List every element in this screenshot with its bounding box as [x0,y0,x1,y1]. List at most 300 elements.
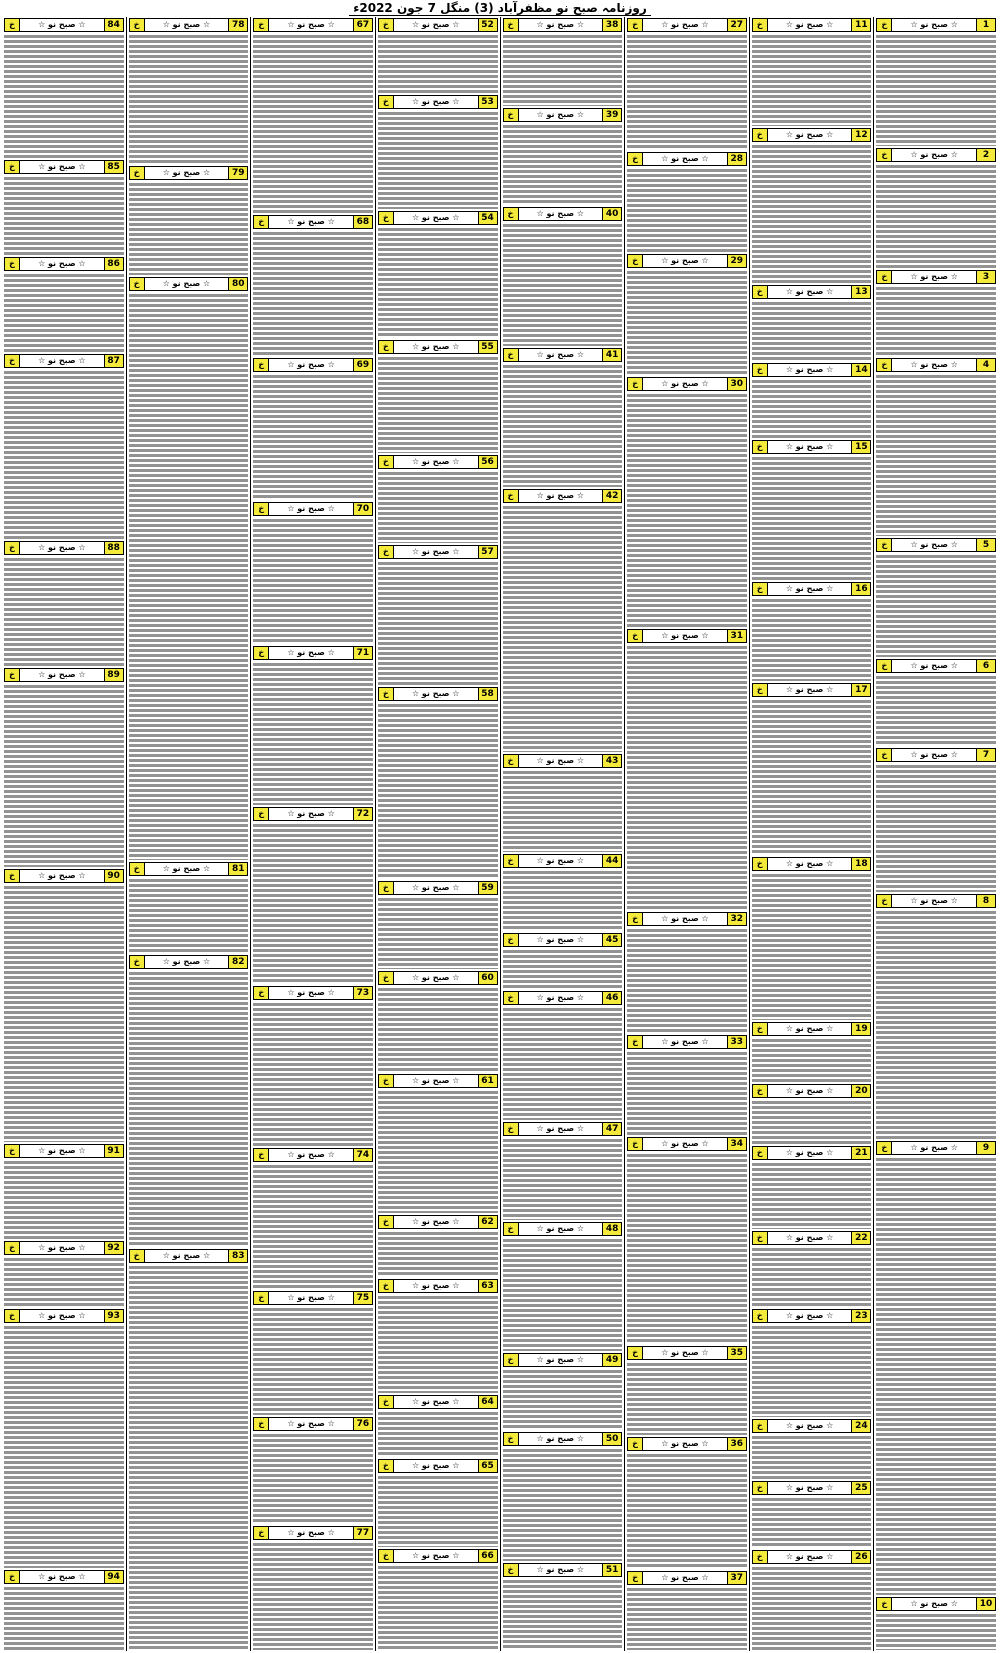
notice-text [378,897,498,969]
notice-label: ☆ صبح نو ☆ [785,442,834,452]
notice-header [876,358,996,372]
notice-header [752,1231,872,1245]
notice-header [378,1215,498,1229]
notice-mark: خ [753,1482,768,1494]
notice-number: 36 [727,1438,746,1450]
notice-entry [4,1144,124,1239]
notice-label: ☆ صبح نو ☆ [536,109,585,119]
notice-label: ☆ صبح نو ☆ [411,689,460,699]
notice-entry [378,1459,498,1547]
notice-mark: خ [504,490,519,502]
notice-mark: خ [504,1354,519,1366]
notice-number: 3 [976,271,995,283]
notice-header [876,148,996,162]
notice-header [378,95,498,109]
notice-mark: خ [379,96,394,108]
notice-label: ☆ صبح نو ☆ [536,1433,585,1443]
notice-header [503,207,623,221]
notice-header [627,912,747,926]
notice-entry [752,128,872,283]
notice-text [876,374,996,536]
notice-header [129,277,249,291]
notice-entry [752,440,872,579]
notice-text [503,870,623,931]
notice-header [253,807,373,821]
notice-text [129,971,249,1247]
notice-entry [253,986,373,1145]
notice-number: 19 [851,1023,870,1035]
notice-number: 18 [851,858,870,870]
notice-mark: خ [254,19,269,31]
notice-mark: خ [130,956,145,968]
notice-entry [378,1549,498,1650]
notice-label: ☆ صبح نو ☆ [38,1243,86,1253]
notice-label: ☆ صبح نو ☆ [910,896,958,906]
notice-number: 59 [478,882,497,894]
notice-mark: خ [628,255,643,267]
notice-mark: خ [379,1280,394,1292]
notice-mark: خ [628,153,643,165]
notice-entry [503,18,623,106]
notice-label: ☆ صبح نو ☆ [661,20,709,29]
notice-mark: خ [379,456,394,468]
notice-number: 35 [727,1347,746,1359]
notice-entry [4,1241,124,1307]
notice-mark: خ [130,863,145,875]
column [873,17,998,1651]
notice-label: ☆ صبح نو ☆ [785,685,834,695]
notice-number: 91 [104,1145,123,1157]
notice-entry [752,1022,872,1082]
notice-label: ☆ صبح نو ☆ [411,212,460,222]
notice-header [503,18,623,32]
notice-entry [378,95,498,209]
notice-header [378,545,498,559]
notice-number: 78 [228,19,247,31]
notice-header [129,862,249,876]
notice-header [253,1148,373,1162]
notice-entry [378,971,498,1072]
notice-label: ☆ صبح نو ☆ [536,855,585,865]
notice-mark: خ [379,688,394,700]
notice-header [378,18,498,32]
notice-label: ☆ صبح نو ☆ [910,539,958,549]
notice-mark: خ [628,1138,643,1150]
notice-entry [4,1570,124,1650]
notice-entry [253,1148,373,1290]
notice-text [4,273,124,352]
notice-entry [503,489,623,752]
notice-header [503,489,623,503]
notice-number: 44 [602,855,621,867]
notice-mark: خ [5,1310,20,1322]
notice-header [752,1481,872,1495]
notice-mark: خ [379,341,394,353]
notice-entry [752,363,872,439]
notice-text [752,699,872,854]
notice-mark: خ [504,855,519,867]
notice-text [627,168,747,252]
column [375,17,500,1651]
notice-label: ☆ صبح نو ☆ [536,20,585,29]
notice-mark: خ [379,882,394,894]
notice-entry [876,18,996,146]
notice-mark: خ [628,1347,643,1359]
notice-text [503,1448,623,1561]
notice-header [876,1597,996,1611]
notice-text [752,1497,872,1549]
notice-entry [627,1571,747,1650]
notice-entry [876,148,996,268]
notice-mark: خ [753,1085,768,1097]
notice-number: 83 [228,1250,247,1262]
notice-entry [627,629,747,910]
notice-entry [627,1346,747,1435]
notice-label: ☆ صبح نو ☆ [785,1233,834,1243]
notice-mark: خ [5,19,20,31]
notice-label: ☆ صبح نو ☆ [287,360,335,370]
notice-text [752,1435,872,1479]
notice-text [378,227,498,338]
notice-mark: خ [628,1036,643,1048]
notice-mark: خ [254,808,269,820]
notice-text [752,1162,872,1230]
notice-mark: خ [379,19,394,31]
notice-number: 63 [478,1280,497,1292]
notice-label: ☆ صبح نو ☆ [536,1354,585,1364]
notice-entry [503,108,623,206]
notice-entry [876,659,996,745]
notice-label: ☆ صبح نو ☆ [287,216,335,226]
notice-header [253,1526,373,1540]
notice-text [627,34,747,150]
notice-text [378,1411,498,1457]
notice-label: ☆ صبح نو ☆ [287,1293,335,1303]
notice-entry [378,18,498,93]
notice-mark: خ [5,870,20,882]
notice-number: 23 [851,1310,870,1322]
notice-text [752,456,872,579]
notice-label: ☆ صبح نو ☆ [785,286,834,296]
notice-text [627,1362,747,1435]
notice-mark: خ [504,1123,519,1135]
notice-label: ☆ صبح نو ☆ [411,972,460,982]
notice-label: ☆ صبح نو ☆ [785,1482,834,1492]
notice-header [4,1241,124,1255]
notice-label: ☆ صبح نو ☆ [411,20,460,29]
notice-text [627,928,747,1033]
notice-number: 14 [851,364,870,376]
notice-label: ☆ صبح نو ☆ [38,20,86,29]
notice-header [627,152,747,166]
notice-label: ☆ صبح نو ☆ [536,993,585,1003]
notice-label: ☆ صبح نو ☆ [38,1311,86,1321]
notice-header [378,1459,498,1473]
notice-mark: خ [753,129,768,141]
notice-text [129,293,249,861]
notice-header [4,160,124,174]
notice-label: ☆ صبح نو ☆ [38,542,86,552]
notice-text [4,684,124,867]
notice-text [627,1051,747,1135]
notice-mark: خ [254,987,269,999]
notice-entry [503,1353,623,1430]
notice-mark: خ [130,1250,145,1262]
notice-mark: خ [877,660,892,672]
notice-label: ☆ صبح نو ☆ [661,630,709,640]
notice-text [378,1090,498,1214]
notice-number: 71 [353,647,372,659]
notice-label: ☆ صبح نو ☆ [785,583,834,593]
notice-entry [4,1309,124,1567]
notice-number: 61 [478,1075,497,1087]
notice-mark: خ [5,669,20,681]
notice-number: 92 [104,1242,123,1254]
notice-entry [752,18,872,126]
notice-number: 38 [602,19,621,31]
notice-entry [752,1309,872,1417]
notice-entry [253,215,373,357]
notice-mark: خ [379,1396,394,1408]
notice-number: 11 [851,19,870,31]
notice-label: ☆ صبح نو ☆ [785,1311,834,1321]
notice-text [627,393,747,626]
notice-label: ☆ صبح نو ☆ [162,1250,211,1260]
notice-entry [378,340,498,454]
notice-mark: خ [753,684,768,696]
notice-header [627,1437,747,1451]
notice-mark: خ [504,992,519,1004]
notice-number: 10 [976,1598,995,1610]
notice-label: ☆ صبح نو ☆ [910,20,958,29]
notice-entry [752,1231,872,1307]
notice-text [378,34,498,93]
notice-text [378,1295,498,1393]
notice-header [627,1346,747,1360]
notice-label: ☆ صبح نو ☆ [287,647,335,657]
notice-header [876,1141,996,1155]
notice-mark: خ [628,1438,643,1450]
notice-entry [503,348,623,487]
notice-mark: خ [504,109,519,121]
notice-text [752,144,872,283]
notice-entry [876,270,996,356]
notice-number: 72 [353,808,372,820]
notice-number: 13 [851,286,870,298]
notice-number: 31 [727,630,746,642]
notice-mark: خ [753,1232,768,1244]
notice-number: 64 [478,1396,497,1408]
notice-number: 7 [976,749,995,761]
notice-number: 70 [353,503,372,515]
notice-mark: خ [254,503,269,515]
notice-label: ☆ صبح نو ☆ [287,1527,335,1537]
notice-text [752,1247,872,1307]
notice-number: 74 [353,1149,372,1161]
notice-text [503,1007,623,1120]
notice-mark: خ [877,749,892,761]
notice-mark: خ [504,1564,519,1576]
notice-label: ☆ صبح نو ☆ [411,547,460,557]
notice-text [876,164,996,268]
notice-number: 76 [353,1418,372,1430]
notice-entry [876,894,996,1139]
notice-entry [752,1481,872,1549]
notice-mark: خ [628,19,643,31]
notice-header [253,502,373,516]
notice-entry [4,354,124,538]
notice-number: 55 [478,341,497,353]
notice-text [627,270,747,375]
notice-text [253,518,373,644]
notice-header [4,257,124,271]
notice-label: ☆ صبح نو ☆ [38,1146,86,1156]
notice-text [876,675,996,745]
notice-header [876,894,996,908]
notice-entry [378,1395,498,1457]
notice-header [752,363,872,377]
notice-text [752,1038,872,1082]
notice-number: 2 [976,149,995,161]
notice-text [4,370,124,538]
notice-entry [752,1146,872,1230]
notice-entry [503,1122,623,1220]
notice-header [876,538,996,552]
column [2,17,126,1651]
notice-mark: خ [628,630,643,642]
notice-text [503,223,623,346]
notice-label: ☆ صبح نو ☆ [411,96,460,106]
notice-entry [752,1419,872,1479]
notice-label: ☆ صبح نو ☆ [162,20,211,29]
notice-label: ☆ صبح نو ☆ [910,149,958,159]
notice-label: ☆ صبح نو ☆ [785,1552,834,1562]
notice-mark: خ [254,647,269,659]
notice-number: 88 [104,542,123,554]
notice-header [752,440,872,454]
notice-mark: خ [130,278,145,290]
notice-header [503,1222,623,1236]
notice-entry [876,358,996,536]
notice-entry [4,160,124,255]
notice-header [752,683,872,697]
notice-label: ☆ صبح نو ☆ [411,882,460,892]
notice-number: 39 [602,109,621,121]
notice-label: ☆ صبح نو ☆ [536,350,585,360]
notice-entry [503,1222,623,1351]
notice-text [378,561,498,685]
notice-entry [876,538,996,658]
notice-mark: خ [5,355,20,367]
notice-number: 12 [851,129,870,141]
notice-header [503,1122,623,1136]
notice-mark: خ [628,1572,643,1584]
notice-text [253,662,373,805]
notice-number: 86 [104,258,123,270]
notice-label: ☆ صبح نو ☆ [910,749,958,759]
notice-header [752,285,872,299]
notice-mark: خ [5,1242,20,1254]
notice-text [253,823,373,984]
column [749,17,874,1651]
notice-text [503,505,623,752]
notice-entry [752,857,872,1020]
notice-header [378,211,498,225]
notice-number: 30 [727,378,746,390]
notice-mark: خ [379,546,394,558]
notice-entry [752,1550,872,1650]
notice-label: ☆ صبح نو ☆ [661,1439,709,1449]
notice-label: ☆ صبح نو ☆ [411,457,460,467]
notice-label: ☆ صبح نو ☆ [287,988,335,998]
notice-text [129,878,249,953]
notice-entry [4,668,124,867]
notice-number: 40 [602,208,621,220]
notice-mark: خ [628,378,643,390]
column [250,17,375,1651]
notice-label: ☆ صبح نو ☆ [661,1347,709,1357]
notice-number: 52 [478,19,497,31]
notice-mark: خ [504,1433,519,1445]
notice-mark: خ [254,1149,269,1161]
notice-entry [378,687,498,879]
notice-header [627,629,747,643]
notice-mark: خ [628,913,643,925]
notice-number: 80 [228,278,247,290]
notice-label: ☆ صبح نو ☆ [162,167,211,177]
notice-entry [378,1215,498,1277]
notice-entry [253,1417,373,1524]
notice-label: ☆ صبح نو ☆ [536,1223,585,1233]
notice-header [503,754,623,768]
notice-entry [4,257,124,352]
notice-text [253,1002,373,1145]
notice-label: ☆ صبح نو ☆ [536,1124,585,1134]
notice-mark: خ [254,1292,269,1304]
notice-text [503,949,623,990]
notice-mark: خ [753,1310,768,1322]
notice-label: ☆ صبح نو ☆ [910,271,958,281]
notice-label: ☆ صبح نو ☆ [536,934,585,944]
notice-text [253,1164,373,1290]
notice-number: 51 [602,1564,621,1576]
notice-number: 48 [602,1223,621,1235]
notice-text [253,34,373,213]
notice-number: 50 [602,1433,621,1445]
notice-mark: خ [504,1223,519,1235]
notice-header [4,869,124,883]
notice-text [378,987,498,1072]
notice-number: 41 [602,349,621,361]
notice-number: 33 [727,1036,746,1048]
notice-mark: خ [877,1598,892,1610]
notice-header [4,541,124,555]
notice-text [627,645,747,910]
notice-text [752,34,872,126]
notice-label: ☆ صبح نو ☆ [411,1461,460,1471]
notice-mark: خ [753,1023,768,1035]
notice-entry [627,1437,747,1569]
notice-number: 79 [228,167,247,179]
notice-text [752,379,872,439]
notice-label: ☆ صبح نو ☆ [785,858,834,868]
notice-mark: خ [877,359,892,371]
notice-entry [253,18,373,213]
notice-number: 6 [976,660,995,672]
notice-header [627,1571,747,1585]
notice-label: ☆ صبح نو ☆ [38,1571,86,1581]
notice-text [876,764,996,893]
